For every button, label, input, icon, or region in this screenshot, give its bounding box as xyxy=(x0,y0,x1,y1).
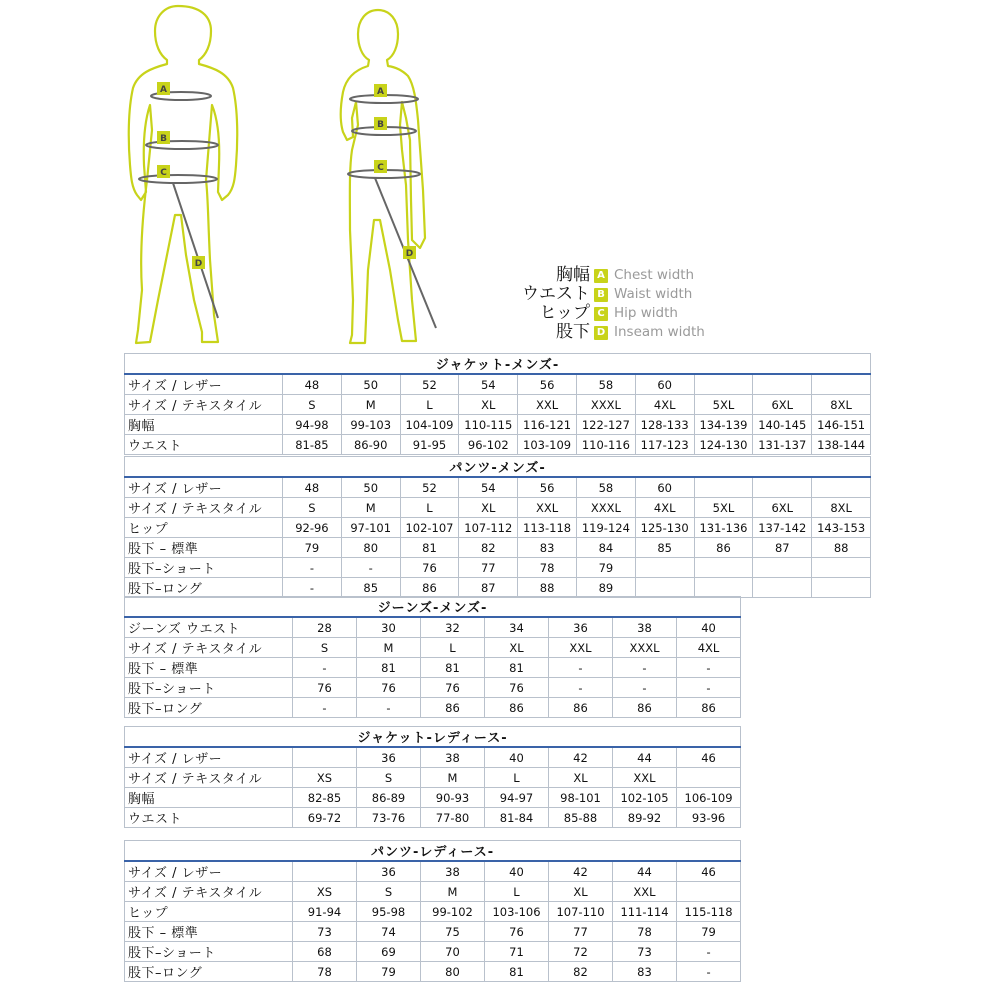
table-cell: - xyxy=(549,678,613,698)
table-cell: 124-130 xyxy=(694,435,753,455)
table-cell: 143-153 xyxy=(812,518,871,538)
table-cell: 111-114 xyxy=(613,902,677,922)
table-row xyxy=(125,861,741,882)
table-cell: 76 xyxy=(421,678,485,698)
table-cell xyxy=(753,374,812,395)
table-cell: - xyxy=(677,658,741,678)
jeans-mens-size-table xyxy=(124,596,741,718)
row-label: 股下–ショート xyxy=(125,942,293,962)
table-cell: 76 xyxy=(400,558,459,578)
table-cell: 71 xyxy=(485,942,549,962)
table-row xyxy=(125,962,741,982)
table-cell: 56 xyxy=(518,374,577,395)
table-cell: 89 xyxy=(576,578,635,598)
table-cell: XXL xyxy=(613,768,677,788)
table-row xyxy=(125,882,741,902)
table-cell: 116-121 xyxy=(518,415,577,435)
table-cell: XL xyxy=(459,395,518,415)
pants-mens-size-table xyxy=(124,456,871,598)
table-cell: 86 xyxy=(485,698,549,718)
row-label: 股下 – 標準 xyxy=(125,922,293,942)
table-cell xyxy=(635,578,694,598)
table-cell: L xyxy=(421,638,485,658)
table-cell: 85 xyxy=(341,578,400,598)
legend-badge: B xyxy=(594,288,608,302)
table-cell: 88 xyxy=(812,538,871,558)
legend-item-inseam xyxy=(510,323,710,342)
table-cell: XL xyxy=(549,882,613,902)
table-cell: 86-89 xyxy=(357,788,421,808)
table-cell: 32 xyxy=(421,617,485,638)
table-cell: 54 xyxy=(459,374,518,395)
table-title: ジャケット-メンズ- xyxy=(125,354,871,375)
table-row xyxy=(125,435,871,455)
row-label: サイズ / テキスタイル xyxy=(125,498,283,518)
table-cell: - xyxy=(613,678,677,698)
table-cell: - xyxy=(677,678,741,698)
table-title: パンツ-レディース- xyxy=(125,841,741,862)
marker-b-female: B xyxy=(377,120,384,130)
table-cell: 38 xyxy=(421,747,485,768)
table-cell xyxy=(812,558,871,578)
table-cell: 4XL xyxy=(635,498,694,518)
table-cell: 77 xyxy=(459,558,518,578)
table-cell: 97-101 xyxy=(341,518,400,538)
table-title: ジーンズ-メンズ- xyxy=(125,597,741,618)
table-cell xyxy=(753,578,812,598)
row-label: サイズ / テキスタイル xyxy=(125,638,293,658)
table-cell: 81 xyxy=(485,658,549,678)
measurement-figures xyxy=(0,0,997,350)
table-cell: 5XL xyxy=(694,498,753,518)
row-label: 股下–ロング xyxy=(125,698,293,718)
table-title: パンツ-メンズ- xyxy=(125,457,871,478)
table-cell: 107-112 xyxy=(459,518,518,538)
table-cell: 107-110 xyxy=(549,902,613,922)
table-cell: 48 xyxy=(283,477,342,498)
table-row xyxy=(125,617,741,638)
table-cell: 94-98 xyxy=(283,415,342,435)
table-cell: 104-109 xyxy=(400,415,459,435)
table-cell: 83 xyxy=(613,962,677,982)
table-cell: S xyxy=(357,882,421,902)
table-row xyxy=(125,698,741,718)
table-cell xyxy=(677,768,741,788)
table-cell: 81 xyxy=(400,538,459,558)
table-cell: 44 xyxy=(613,861,677,882)
row-label: 股下–ロング xyxy=(125,578,283,598)
table-cell: 103-106 xyxy=(485,902,549,922)
table-cell: 98-101 xyxy=(549,788,613,808)
table-cell: - xyxy=(293,698,357,718)
table-cell: 79 xyxy=(283,538,342,558)
table-cell: 84 xyxy=(576,538,635,558)
table-cell: 113-118 xyxy=(518,518,577,538)
marker-a: A xyxy=(160,85,167,95)
table-cell: 46 xyxy=(677,861,741,882)
row-label: ヒップ xyxy=(125,902,293,922)
table-cell: 30 xyxy=(357,617,421,638)
table-cell: 76 xyxy=(485,678,549,698)
table-cell: 90-93 xyxy=(421,788,485,808)
table-cell: M xyxy=(357,638,421,658)
table-cell: 8XL xyxy=(812,395,871,415)
marker-c-female: C xyxy=(377,163,384,173)
table-cell: S xyxy=(283,395,342,415)
table-cell xyxy=(694,558,753,578)
table-cell: 56 xyxy=(518,477,577,498)
table-row xyxy=(125,498,871,518)
table-cell: 46 xyxy=(677,747,741,768)
table-cell: M xyxy=(341,395,400,415)
table-row xyxy=(125,808,741,828)
table-cell: 117-123 xyxy=(635,435,694,455)
marker-d-female: D xyxy=(405,249,414,259)
table-cell: XL xyxy=(459,498,518,518)
table-cell: 69 xyxy=(357,942,421,962)
table-cell: 103-109 xyxy=(518,435,577,455)
table-cell: 86 xyxy=(613,698,677,718)
table-cell xyxy=(694,578,753,598)
row-label: サイズ / レザー xyxy=(125,374,283,395)
table-cell: 125-130 xyxy=(635,518,694,538)
row-label: ウエスト xyxy=(125,435,283,455)
table-cell: 80 xyxy=(421,962,485,982)
table-cell: 83 xyxy=(518,538,577,558)
table-cell: 70 xyxy=(421,942,485,962)
table-cell: 87 xyxy=(459,578,518,598)
row-label: 胸幅 xyxy=(125,415,283,435)
table-cell: - xyxy=(283,578,342,598)
table-cell: 91-95 xyxy=(400,435,459,455)
table-cell: 102-105 xyxy=(613,788,677,808)
table-row xyxy=(125,788,741,808)
marker-a-female: A xyxy=(377,87,384,97)
table-cell: 96-102 xyxy=(459,435,518,455)
table-cell: XXL xyxy=(518,498,577,518)
table-cell: 52 xyxy=(400,477,459,498)
table-cell: - xyxy=(677,962,741,982)
table-cell: - xyxy=(549,658,613,678)
table-row xyxy=(125,902,741,922)
table-cell: 81 xyxy=(485,962,549,982)
legend-item-hip xyxy=(510,304,710,323)
table-cell: 78 xyxy=(613,922,677,942)
row-label: サイズ / テキスタイル xyxy=(125,768,293,788)
table-row xyxy=(125,477,871,498)
table-cell: 79 xyxy=(357,962,421,982)
table-cell: S xyxy=(283,498,342,518)
table-cell: 77 xyxy=(549,922,613,942)
table-cell: 73-76 xyxy=(357,808,421,828)
table-cell: 68 xyxy=(293,942,357,962)
table-cell: XL xyxy=(549,768,613,788)
table-cell: XXL xyxy=(549,638,613,658)
row-label: 股下 – 標準 xyxy=(125,658,293,678)
legend-badge: A xyxy=(594,269,608,283)
marker-b: B xyxy=(160,134,167,144)
table-cell: 86-90 xyxy=(341,435,400,455)
table-cell: 60 xyxy=(635,477,694,498)
table-cell: 131-137 xyxy=(753,435,812,455)
table-cell: 82 xyxy=(549,962,613,982)
table-cell: M xyxy=(421,768,485,788)
table-row xyxy=(125,922,741,942)
table-cell: 106-109 xyxy=(677,788,741,808)
marker-d: D xyxy=(194,259,203,269)
table-cell: 58 xyxy=(576,374,635,395)
table-cell: XXL xyxy=(613,882,677,902)
table-cell: 34 xyxy=(485,617,549,638)
table-cell: 85 xyxy=(635,538,694,558)
table-cell: 119-124 xyxy=(576,518,635,538)
table-cell: 58 xyxy=(576,477,635,498)
table-cell: 87 xyxy=(753,538,812,558)
table-cell: M xyxy=(421,882,485,902)
table-cell: 76 xyxy=(357,678,421,698)
table-cell: 78 xyxy=(518,558,577,578)
table-cell: 60 xyxy=(635,374,694,395)
table-title: ジャケット-レディース- xyxy=(125,727,741,748)
table-cell: 6XL xyxy=(753,498,812,518)
table-cell: 77-80 xyxy=(421,808,485,828)
legend-en: Hip width xyxy=(614,305,678,321)
table-cell: 52 xyxy=(400,374,459,395)
table-cell: 8XL xyxy=(812,498,871,518)
table-cell: 80 xyxy=(341,538,400,558)
jacket-mens-size-table xyxy=(124,353,871,455)
table-cell: 94-97 xyxy=(485,788,549,808)
table-cell: 82 xyxy=(459,538,518,558)
table-cell: 93-96 xyxy=(677,808,741,828)
table-cell: 54 xyxy=(459,477,518,498)
table-cell: 48 xyxy=(283,374,342,395)
table-cell: 81 xyxy=(421,658,485,678)
row-label: 股下–ショート xyxy=(125,678,293,698)
jacket-ladies-size-table xyxy=(124,726,741,828)
table-cell: 76 xyxy=(485,922,549,942)
table-cell: 74 xyxy=(357,922,421,942)
table-cell: 86 xyxy=(694,538,753,558)
row-label: 股下–ロング xyxy=(125,962,293,982)
table-cell: 28 xyxy=(293,617,357,638)
row-label: 股下 – 標準 xyxy=(125,538,283,558)
row-label: 股下–ショート xyxy=(125,558,283,578)
table-row xyxy=(125,638,741,658)
row-label: サイズ / レザー xyxy=(125,477,283,498)
table-cell: 40 xyxy=(485,747,549,768)
table-cell: 79 xyxy=(576,558,635,578)
table-cell xyxy=(812,477,871,498)
table-row xyxy=(125,942,741,962)
table-cell: 69-72 xyxy=(293,808,357,828)
table-cell: S xyxy=(293,638,357,658)
table-cell xyxy=(293,861,357,882)
table-cell: L xyxy=(485,882,549,902)
table-cell: 146-151 xyxy=(812,415,871,435)
table-cell: 42 xyxy=(549,747,613,768)
table-cell: 95-98 xyxy=(357,902,421,922)
legend-en: Waist width xyxy=(614,286,693,302)
legend-en: Inseam width xyxy=(614,324,705,340)
legend-jp: ウエスト xyxy=(522,284,590,304)
table-cell: 38 xyxy=(613,617,677,638)
table-cell: 134-139 xyxy=(694,415,753,435)
table-cell: 86 xyxy=(677,698,741,718)
table-cell: 140-145 xyxy=(753,415,812,435)
table-row xyxy=(125,768,741,788)
row-label: ウエスト xyxy=(125,808,293,828)
table-row xyxy=(125,678,741,698)
table-cell: 5XL xyxy=(694,395,753,415)
row-label: 胸幅 xyxy=(125,788,293,808)
table-cell: 115-118 xyxy=(677,902,741,922)
table-cell: 86 xyxy=(400,578,459,598)
table-cell xyxy=(812,578,871,598)
table-row xyxy=(125,578,871,598)
table-cell: - xyxy=(357,698,421,718)
marker-c: C xyxy=(160,168,167,178)
table-cell xyxy=(293,747,357,768)
table-cell: 40 xyxy=(485,861,549,882)
table-cell: 72 xyxy=(549,942,613,962)
table-cell: XXXL xyxy=(613,638,677,658)
table-cell: 92-96 xyxy=(283,518,342,538)
table-cell: 110-116 xyxy=(576,435,635,455)
legend-item-chest xyxy=(510,266,710,285)
row-label: サイズ / テキスタイル xyxy=(125,882,293,902)
table-row xyxy=(125,658,741,678)
table-cell: 36 xyxy=(357,861,421,882)
table-cell: XS xyxy=(293,882,357,902)
table-cell: 85-88 xyxy=(549,808,613,828)
table-cell xyxy=(694,374,753,395)
table-cell: 99-102 xyxy=(421,902,485,922)
table-cell: XXL xyxy=(518,395,577,415)
table-cell: 50 xyxy=(341,477,400,498)
table-cell: S xyxy=(357,768,421,788)
table-cell: 137-142 xyxy=(753,518,812,538)
table-cell: 81-84 xyxy=(485,808,549,828)
table-cell: 81-85 xyxy=(283,435,342,455)
table-cell: 76 xyxy=(293,678,357,698)
row-label: サイズ / レザー xyxy=(125,747,293,768)
table-cell: 75 xyxy=(421,922,485,942)
table-cell: 40 xyxy=(677,617,741,638)
table-cell: 131-136 xyxy=(694,518,753,538)
pants-ladies-size-table xyxy=(124,840,741,982)
table-cell: 82-85 xyxy=(293,788,357,808)
legend-jp: ヒップ xyxy=(539,303,590,323)
table-cell: 36 xyxy=(357,747,421,768)
table-cell: L xyxy=(400,395,459,415)
table-cell: 78 xyxy=(293,962,357,982)
table-cell: 38 xyxy=(421,861,485,882)
table-cell: 110-115 xyxy=(459,415,518,435)
table-row xyxy=(125,415,871,435)
table-cell: XXXL xyxy=(576,395,635,415)
table-row xyxy=(125,538,871,558)
table-row xyxy=(125,747,741,768)
table-cell xyxy=(753,558,812,578)
legend-jp: 股下 xyxy=(556,322,590,342)
table-cell: 122-127 xyxy=(576,415,635,435)
table-cell: 86 xyxy=(421,698,485,718)
table-row xyxy=(125,395,871,415)
table-cell: 79 xyxy=(677,922,741,942)
table-cell: 86 xyxy=(549,698,613,718)
table-row xyxy=(125,558,871,578)
table-cell: 4XL xyxy=(635,395,694,415)
table-cell: 99-103 xyxy=(341,415,400,435)
table-cell: 50 xyxy=(341,374,400,395)
table-cell: 138-144 xyxy=(812,435,871,455)
table-cell: 44 xyxy=(613,747,677,768)
table-cell: 73 xyxy=(613,942,677,962)
row-label: サイズ / レザー xyxy=(125,861,293,882)
legend-badge: D xyxy=(594,326,608,340)
table-cell: - xyxy=(613,658,677,678)
table-cell xyxy=(694,477,753,498)
table-cell xyxy=(753,477,812,498)
table-cell: 128-133 xyxy=(635,415,694,435)
table-cell: - xyxy=(293,658,357,678)
table-cell: XS xyxy=(293,768,357,788)
table-cell: 6XL xyxy=(753,395,812,415)
legend-jp: 胸幅 xyxy=(556,265,590,285)
table-cell: XXXL xyxy=(576,498,635,518)
table-cell: L xyxy=(400,498,459,518)
table-row xyxy=(125,374,871,395)
table-cell: 88 xyxy=(518,578,577,598)
legend-item-waist xyxy=(510,285,710,304)
table-cell: - xyxy=(677,942,741,962)
table-cell: 81 xyxy=(357,658,421,678)
table-cell xyxy=(812,374,871,395)
table-cell: XL xyxy=(485,638,549,658)
table-row xyxy=(125,518,871,538)
table-cell xyxy=(677,882,741,902)
table-cell: 89-92 xyxy=(613,808,677,828)
row-label: ジーンズ ウエスト xyxy=(125,617,293,638)
legend-badge: C xyxy=(594,307,608,321)
table-cell: 73 xyxy=(293,922,357,942)
table-cell: 36 xyxy=(549,617,613,638)
table-cell: M xyxy=(341,498,400,518)
table-cell: 4XL xyxy=(677,638,741,658)
table-cell: 91-94 xyxy=(293,902,357,922)
table-cell: 42 xyxy=(549,861,613,882)
legend-en: Chest width xyxy=(614,267,695,283)
table-cell: - xyxy=(283,558,342,578)
table-cell: L xyxy=(485,768,549,788)
row-label: サイズ / テキスタイル xyxy=(125,395,283,415)
table-cell xyxy=(635,558,694,578)
table-cell: 102-107 xyxy=(400,518,459,538)
table-cell: - xyxy=(341,558,400,578)
row-label: ヒップ xyxy=(125,518,283,538)
